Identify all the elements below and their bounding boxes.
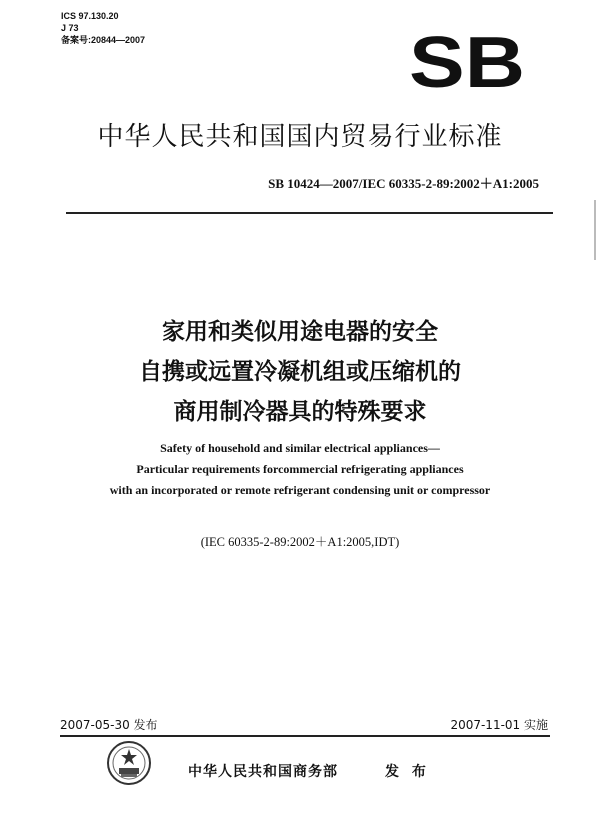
english-title	[0, 438, 600, 501]
publish-date: 2007-05-30 发布	[60, 718, 158, 732]
ccs-code: J 73	[61, 23, 79, 33]
english-title-line-1: Safety of household and similar electrical appliances—	[160, 441, 440, 455]
filing-number: 备案号:20844—2007	[61, 35, 146, 45]
english-title-line-3: with an incorporated or remote refrigerant condensing unit or compressor	[109, 483, 491, 497]
issuer: 中华人民共和国商务部	[188, 764, 338, 780]
chinese-title	[0, 312, 600, 432]
issue-label: 发 布	[385, 764, 430, 780]
main-title: 中华人民共和国国内贸易行业标准	[97, 122, 503, 152]
sb-logo	[408, 30, 526, 92]
scan-artifact	[594, 200, 596, 260]
top-divider	[66, 212, 553, 214]
chinese-title-line-3: 商用制冷器具的特殊要求	[173, 399, 427, 425]
ics-code: ICS 97.130.20	[61, 11, 119, 21]
english-title-line-2: Particular requirements forcommercial refrigerating appliances	[136, 462, 464, 476]
chinese-title-line-2: 自携或远置冷凝机组或压缩机的	[139, 359, 461, 385]
iec-reference: (IEC 60335-2-89:2002＋A1:2005,IDT)	[200, 535, 400, 549]
chinese-title-line-1: 家用和类似用途电器的安全	[162, 319, 438, 345]
sb-logo-text: SB	[409, 30, 525, 92]
implement-date: 2007-11-01 实施	[450, 718, 548, 732]
standard-number: SB 10424—2007/IEC 60335-2-89:2002＋A1:2005	[268, 176, 539, 191]
bottom-divider	[60, 735, 550, 737]
classification-codes	[61, 10, 145, 46]
national-emblem-icon	[106, 740, 152, 786]
